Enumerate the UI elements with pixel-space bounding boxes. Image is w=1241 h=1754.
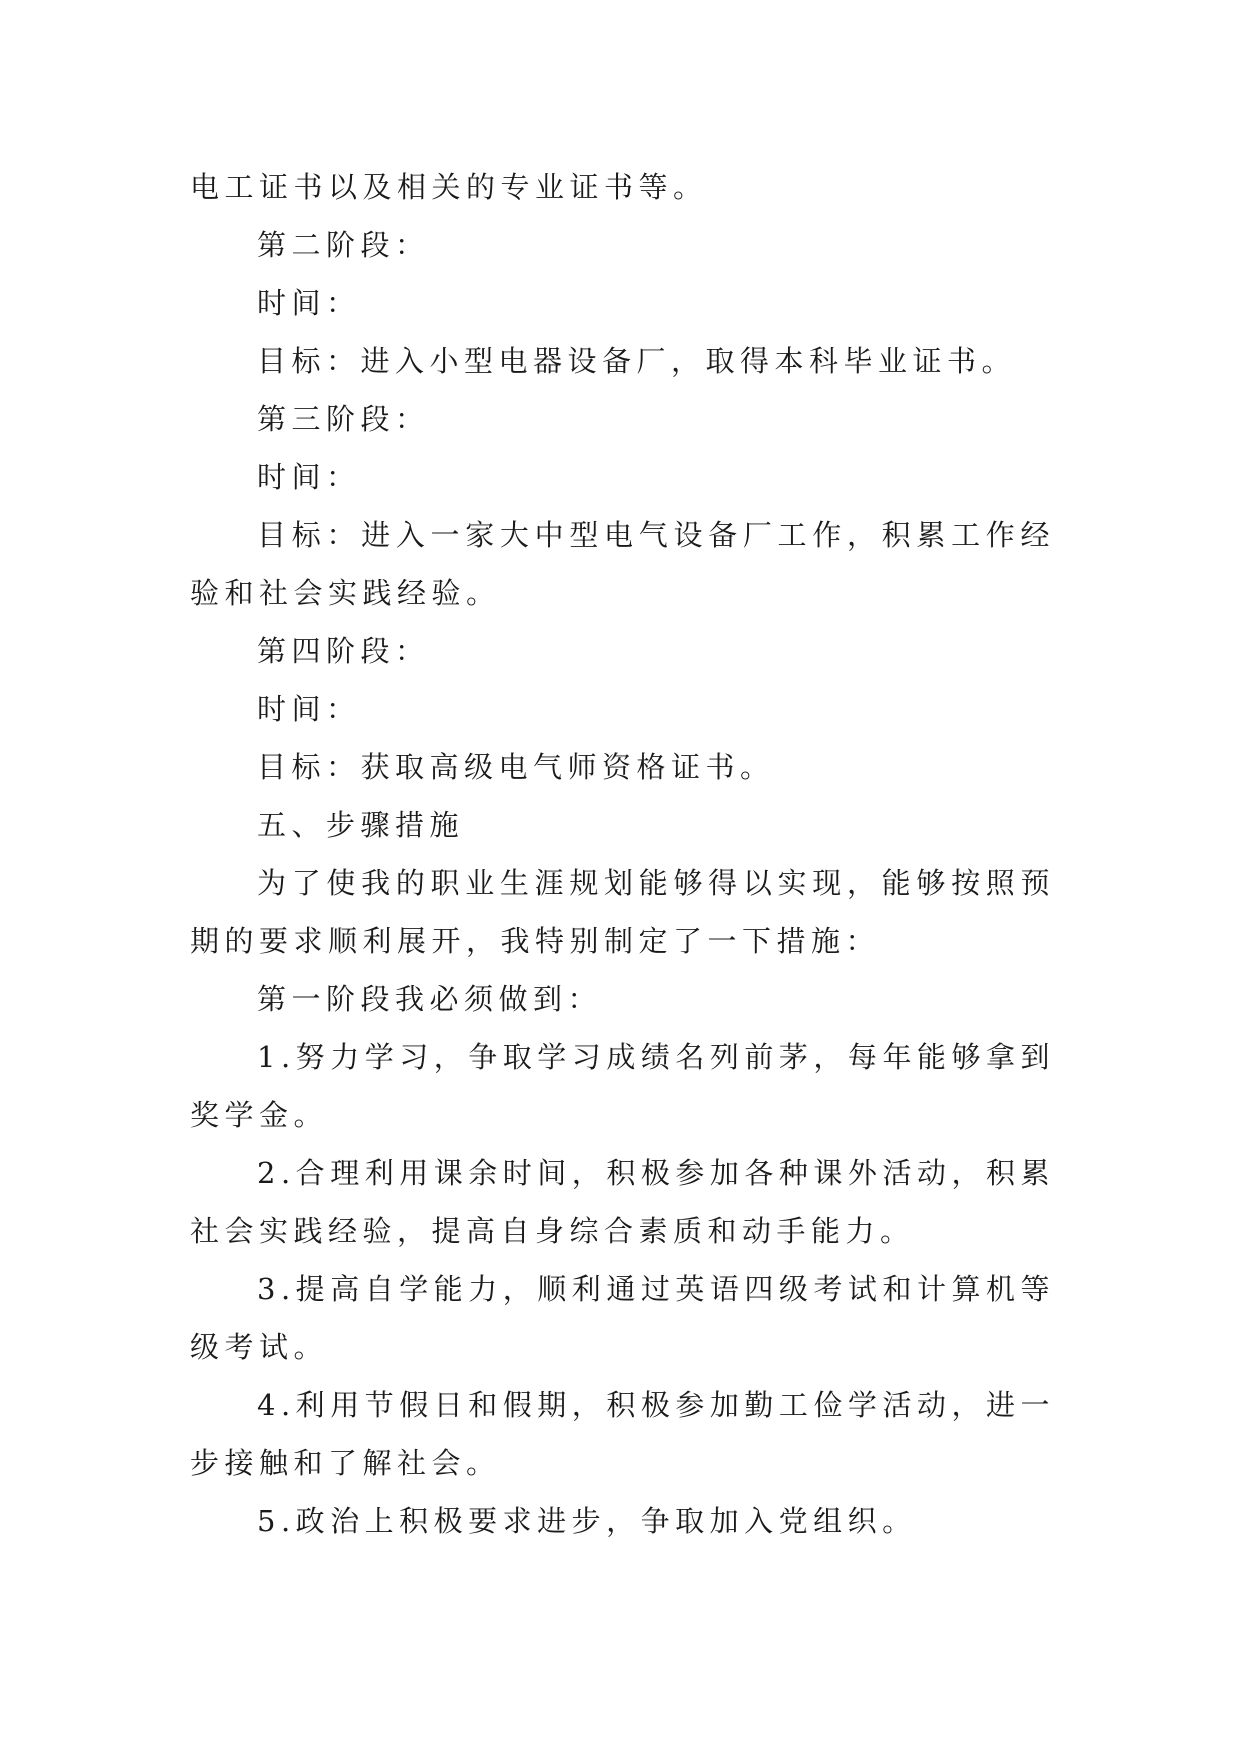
section-heading-steps: 五、步骤措施 [257, 808, 465, 842]
paragraph-stage-two-goal: 目标：进入小型电器设备厂，取得本科毕业证书。 [257, 344, 1017, 378]
paragraph-stage-three-heading: 第三阶段： [257, 402, 430, 436]
paragraph-stage-four-time: 时间： [257, 692, 361, 726]
paragraph-stage-four-goal: 目标：获取高级电气师资格证书。 [257, 750, 775, 784]
list-item-5: 5.政治上积极要求进步，争取加入党组织。 [257, 1504, 917, 1538]
list-item-2: 2.合理利用课余时间，积极参加各种课外活动，积累社会实践经验，提高自身综合素质和动手能力。 [190, 1156, 1055, 1248]
paragraph-stage-two-heading: 第二阶段： [257, 228, 430, 262]
paragraph-stage-three-time: 时间： [257, 460, 361, 494]
list-item-4: 4.利用节假日和假期，积极参加勤工俭学活动，进一步接触和了解社会。 [190, 1388, 1055, 1480]
paragraph-steps-intro: 为了使我的职业生涯规划能够得以实现，能够按照预期的要求顺利展开，我特别制定了一下措施： [190, 866, 1055, 958]
document-body [190, 158, 1055, 1550]
paragraph-stage-one-requirements: 第一阶段我必须做到： [257, 982, 603, 1016]
list-item-3: 3.提高自学能力，顺利通过英语四级考试和计算机等级考试。 [190, 1272, 1055, 1364]
paragraph-stage-two-time: 时间： [257, 286, 361, 320]
paragraph-continuation: 电工证书以及相关的专业证书等。 [190, 170, 708, 204]
paragraph-stage-three-goal: 目标：进入一家大中型电气设备厂工作，积累工作经验和社会实践经验。 [190, 518, 1055, 610]
paragraph-stage-four-heading: 第四阶段： [257, 634, 430, 668]
list-item-1: 1.努力学习，争取学习成绩名列前茅，每年能够拿到奖学金。 [190, 1040, 1055, 1132]
